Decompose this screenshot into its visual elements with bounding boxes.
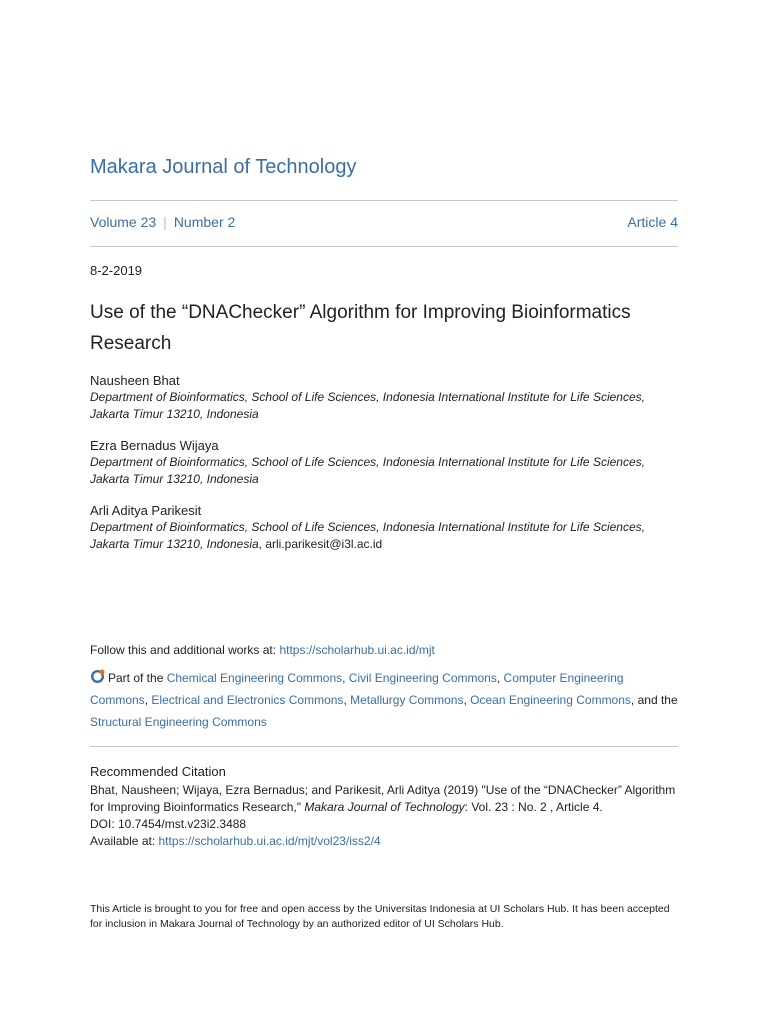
divider	[90, 246, 678, 247]
article-link[interactable]: Article 4	[627, 214, 678, 230]
author-name: Ezra Bernadus Wijaya	[90, 438, 219, 453]
paper-title: Use of the “DNAChecker” Algorithm for Improving Bioinformatics Research	[90, 302, 631, 354]
commons-link[interactable]: Metallurgy Commons	[350, 693, 464, 707]
author-affiliation: Department of Bioinformatics, School of Life Sciences, Indonesia International Institute for Life Sciences, Jakarta Timur 13210, Indonesia	[90, 455, 645, 486]
citation-url-link[interactable]: https://scholarhub.ui.ac.id/mjt/vol23/iss2/4	[158, 834, 381, 848]
follow-line: Follow this and additional works at: https://scholarhub.ui.ac.id/mjt	[90, 643, 435, 657]
commons-link[interactable]: Structural Engineering Commons	[90, 715, 267, 729]
author-affiliation: Department of Bioinformatics, School of Life Sciences, Indonesia International Institute for Life Sciences, Jakarta Timur 13210, Indonesia, arli.parikesit@i3l.ac.id	[90, 520, 645, 551]
access-notice: This Article is brought to you for free and open access by the Universitas Indonesia at UI Scholars Hub. It has been accepted for inclusion in Makara Journal of Technology by an authorized editor of UI Scholars Hub.	[90, 903, 670, 930]
author-name: Nausheen Bhat	[90, 373, 180, 388]
author-email: , arli.parikesit@i3l.ac.id	[258, 537, 383, 551]
volume-link[interactable]: Volume 23	[90, 214, 157, 230]
citation-doi: DOI: 10.7454/mst.v23i2.3488	[90, 817, 247, 831]
number-link[interactable]: Number 2	[173, 214, 236, 230]
commons-link[interactable]: Computer Engineering Commons	[90, 671, 624, 707]
commons-link[interactable]: Chemical Engineering Commons	[166, 671, 343, 685]
commons-link[interactable]: Ocean Engineering Commons	[470, 693, 631, 707]
issue-row	[90, 214, 678, 230]
author-block	[90, 372, 678, 423]
commons-link[interactable]: Electrical and Electronics Commons	[151, 693, 344, 707]
recommended-citation-heading: Recommended Citation	[90, 764, 226, 779]
divider	[90, 746, 678, 747]
commons-link[interactable]: Civil Engineering Commons	[348, 671, 497, 685]
citation-journal: Makara Journal of Technology	[304, 800, 465, 814]
author-name: Arli Aditya Parikesit	[90, 503, 202, 518]
follow-link[interactable]: https://scholarhub.ui.ac.id/mjt	[279, 643, 435, 657]
author-block	[90, 502, 678, 553]
publication-date: 8-2-2019	[90, 263, 143, 278]
issue-separator: |	[163, 214, 167, 230]
author-block	[90, 437, 678, 488]
author-affiliation: Department of Bioinformatics, School of Life Sciences, Indonesia International Institute for Life Sciences, Jakarta Timur 13210, Indonesia	[90, 390, 645, 421]
journal-title-link[interactable]: Makara Journal of Technology	[90, 156, 357, 178]
part-of-commons: Part of the Chemical Engineering Commons, Civil Engineering Commons, Computer Engineering Commons, Electrical and Electronics Commons, Metallurgy Commons, Ocean Engineering Commons, and the Structural Engineering Commons	[90, 671, 678, 729]
divider	[90, 200, 678, 201]
recommended-citation: Bhat, Nausheen; Wijaya, Ezra Bernadus; and Parikesit, Arli Aditya (2019) "Use of the “DNAChecker” Algorithm for Improving Bioinformatics Research," Makara Journal of Technology: Vol. 23 : No. 2 , Article 4. DOI: 10.7454/mst.v23i2.3488 Available at: https://scholarhub.ui.ac.id/mjt/vol23/iss2/4	[90, 783, 676, 848]
bepress-network-icon	[90, 669, 105, 684]
